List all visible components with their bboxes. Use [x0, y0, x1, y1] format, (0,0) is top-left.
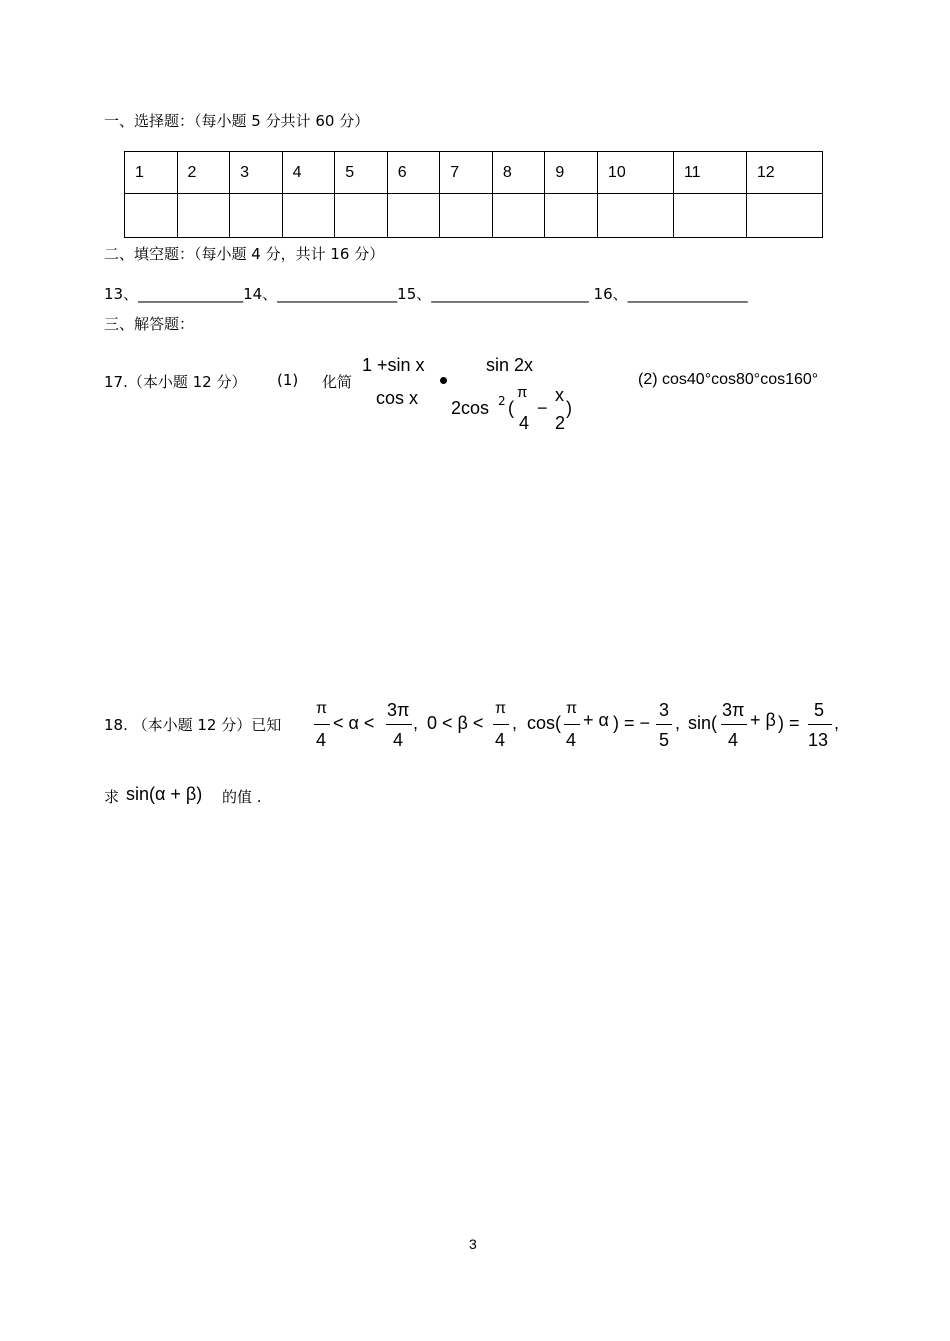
- q18-comma-2: ,: [512, 713, 518, 733]
- q17-two: 2: [555, 413, 566, 433]
- q18-sin-open: sin(: [688, 713, 718, 733]
- answer-cell[interactable]: [440, 194, 493, 238]
- q17-part1: (1): [277, 371, 299, 389]
- q17-right-paren: ): [566, 398, 572, 418]
- section1-title: 一、选择题：（每小题 5 分共计 60 分）: [104, 112, 370, 130]
- q18-frac6-num: 3π: [722, 700, 745, 720]
- col-1: 1: [125, 152, 178, 194]
- answer-row: [125, 194, 823, 238]
- q17-left-paren: (: [508, 398, 514, 418]
- col-12: 12: [746, 152, 822, 194]
- col-3: 3: [230, 152, 283, 194]
- q18-ask-expression: sin(α + β): [126, 784, 203, 804]
- multiply-dot-icon: [440, 377, 447, 384]
- q17-numerator-2: sin 2x: [486, 355, 534, 375]
- q18-frac5-den: 5: [659, 730, 670, 750]
- col-11: 11: [673, 152, 746, 194]
- q18-frac1-num: π: [316, 700, 328, 717]
- answer-table: [124, 151, 823, 238]
- q17-pi: π: [517, 384, 528, 401]
- section2-title: 二、填空题：（每小题 4 分，共计 16 分）: [104, 245, 385, 263]
- fill-blanks-line: 13、______________14、________________15、_____________________ 16、________________: [104, 285, 748, 303]
- col-9: 9: [545, 152, 598, 194]
- q17-denominator-1: cos x: [376, 388, 419, 408]
- col-4: 4: [282, 152, 335, 194]
- q18-comma-3: ,: [675, 713, 681, 733]
- table-header-row: [125, 152, 823, 194]
- answer-cell[interactable]: [746, 194, 822, 238]
- answer-cell[interactable]: [597, 194, 673, 238]
- q18-plus-alpha: + α: [583, 710, 609, 730]
- q17-exponent: 2: [498, 394, 506, 408]
- fraction-bar: [386, 724, 412, 725]
- answer-cell[interactable]: [673, 194, 746, 238]
- fraction-bar: [808, 724, 832, 725]
- answer-cell[interactable]: [230, 194, 283, 238]
- answer-cell[interactable]: [125, 194, 178, 238]
- q18-cos-open: cos(: [527, 713, 562, 733]
- fraction-bar: [656, 724, 672, 725]
- col-7: 7: [440, 152, 493, 194]
- q18-frac4-den: 4: [566, 730, 577, 750]
- fraction-bar: [493, 724, 509, 725]
- answer-cell[interactable]: [545, 194, 598, 238]
- answer-cell[interactable]: [335, 194, 388, 238]
- q18-frac7-den: 13: [808, 730, 829, 750]
- q17-denominator-2-cos: 2cos: [451, 398, 490, 418]
- q18-frac4-num: π: [566, 700, 578, 717]
- q18-frac6-den: 4: [728, 730, 739, 750]
- fraction-bar: [314, 724, 330, 725]
- fraction-bar: [721, 724, 747, 725]
- answer-cell[interactable]: [387, 194, 440, 238]
- q18-frac1-den: 4: [316, 730, 327, 750]
- q18-comma-1: ,: [413, 713, 419, 733]
- q17-x: x: [555, 385, 564, 405]
- q18-beta-ineq: 0 < β <: [427, 713, 484, 733]
- answer-cell[interactable]: [177, 194, 230, 238]
- section3-title: 三、解答题：: [104, 315, 195, 333]
- q18-frac3-den: 4: [495, 730, 506, 750]
- q18-frac2-num: 3π: [387, 700, 410, 720]
- q18-comma-4: ,: [834, 713, 840, 733]
- q18-frac5-num: 3: [659, 700, 670, 720]
- answer-cell[interactable]: [282, 194, 335, 238]
- col-2: 2: [177, 152, 230, 194]
- q17-simplify: 化简: [322, 373, 353, 391]
- q17-numerator-1: 1 +sin x: [362, 355, 425, 375]
- q18-frac7-num: 5: [814, 700, 825, 720]
- col-6: 6: [387, 152, 440, 194]
- q18-label: 18. （本小题 12 分）已知: [104, 716, 282, 734]
- col-8: 8: [492, 152, 545, 194]
- page-number: 3: [469, 1236, 477, 1252]
- q17-four: 4: [519, 413, 530, 433]
- q18-ask-suffix: 的值 .: [222, 788, 262, 806]
- q17-part2: (2) cos40°cos80°cos160°: [638, 371, 819, 388]
- q18-eq: ) =: [778, 713, 800, 733]
- q18-frac2-den: 4: [393, 730, 404, 750]
- answer-cell[interactable]: [492, 194, 545, 238]
- q17-label: 17.（本小题 12 分）: [104, 373, 247, 391]
- col-10: 10: [597, 152, 673, 194]
- q18-ask-prefix: 求: [104, 788, 120, 806]
- fraction-bar: [564, 724, 580, 725]
- q17-minus: −: [537, 398, 548, 418]
- q18-plus-beta: + β: [750, 710, 776, 730]
- q18-eq-neg: ) = −: [613, 713, 651, 733]
- q18-frac3-num: π: [495, 700, 507, 717]
- q18-alpha-ineq: < α <: [333, 713, 375, 733]
- col-5: 5: [335, 152, 388, 194]
